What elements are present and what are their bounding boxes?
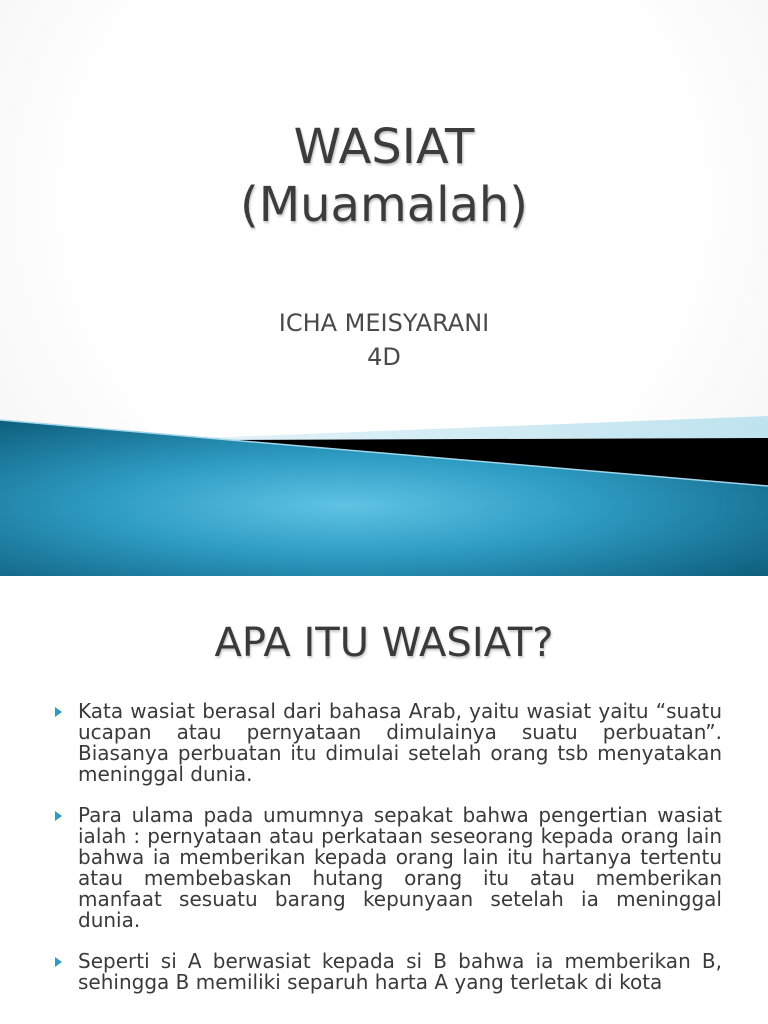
slide-subtitle: [0, 306, 768, 374]
bullet-text: Kata wasiat berasal dari bahasa Arab, yaitu wasiat yaitu “suatu ucapan atau pernyataan dimulainya suatu perbuatan”. Biasanya perbuatan itu dimulai setelah orang tsb menyatakan meninggal dunia.: [78, 699, 722, 786]
triangle-bullet-icon: [55, 957, 62, 967]
list-item: [0, 951, 768, 993]
title-line-1: WASIAT: [293, 119, 475, 175]
list-item: [0, 701, 768, 785]
list-item: [0, 805, 768, 931]
light-band: [150, 416, 768, 440]
bullet-list: [0, 701, 768, 1013]
bullet-text: Para ulama pada umumnya sepakat bahwa pengertian wasiat ialah : pernyataan atau perkataan seseorang kepada orang lain bahwa ia memberikan kepada orang lain itu hartanya tertentu atau membebaskan hutang orang itu atau memberikan manfaat sesuatu barang kepunyaan setelah ia meninggal dunia.: [78, 803, 722, 932]
slide-title: [0, 118, 768, 234]
title-line-2: (Muamalah): [239, 177, 529, 233]
triangle-bullet-icon: [55, 811, 62, 821]
bullet-text: Seperti si A berwasiat kepada si B bahwa ia memberikan B, sehingga B memiliki separuh harta A yang terletak di kota: [78, 949, 722, 994]
slide-heading: APA ITU WASIAT?: [214, 620, 554, 666]
class-label: 4D: [367, 343, 401, 371]
author-name: ICHA MEISYARANI: [278, 309, 490, 337]
triangle-bullet-icon: [55, 707, 62, 717]
decorative-wave-banner: [0, 410, 768, 576]
content-slide: [0, 576, 768, 1024]
